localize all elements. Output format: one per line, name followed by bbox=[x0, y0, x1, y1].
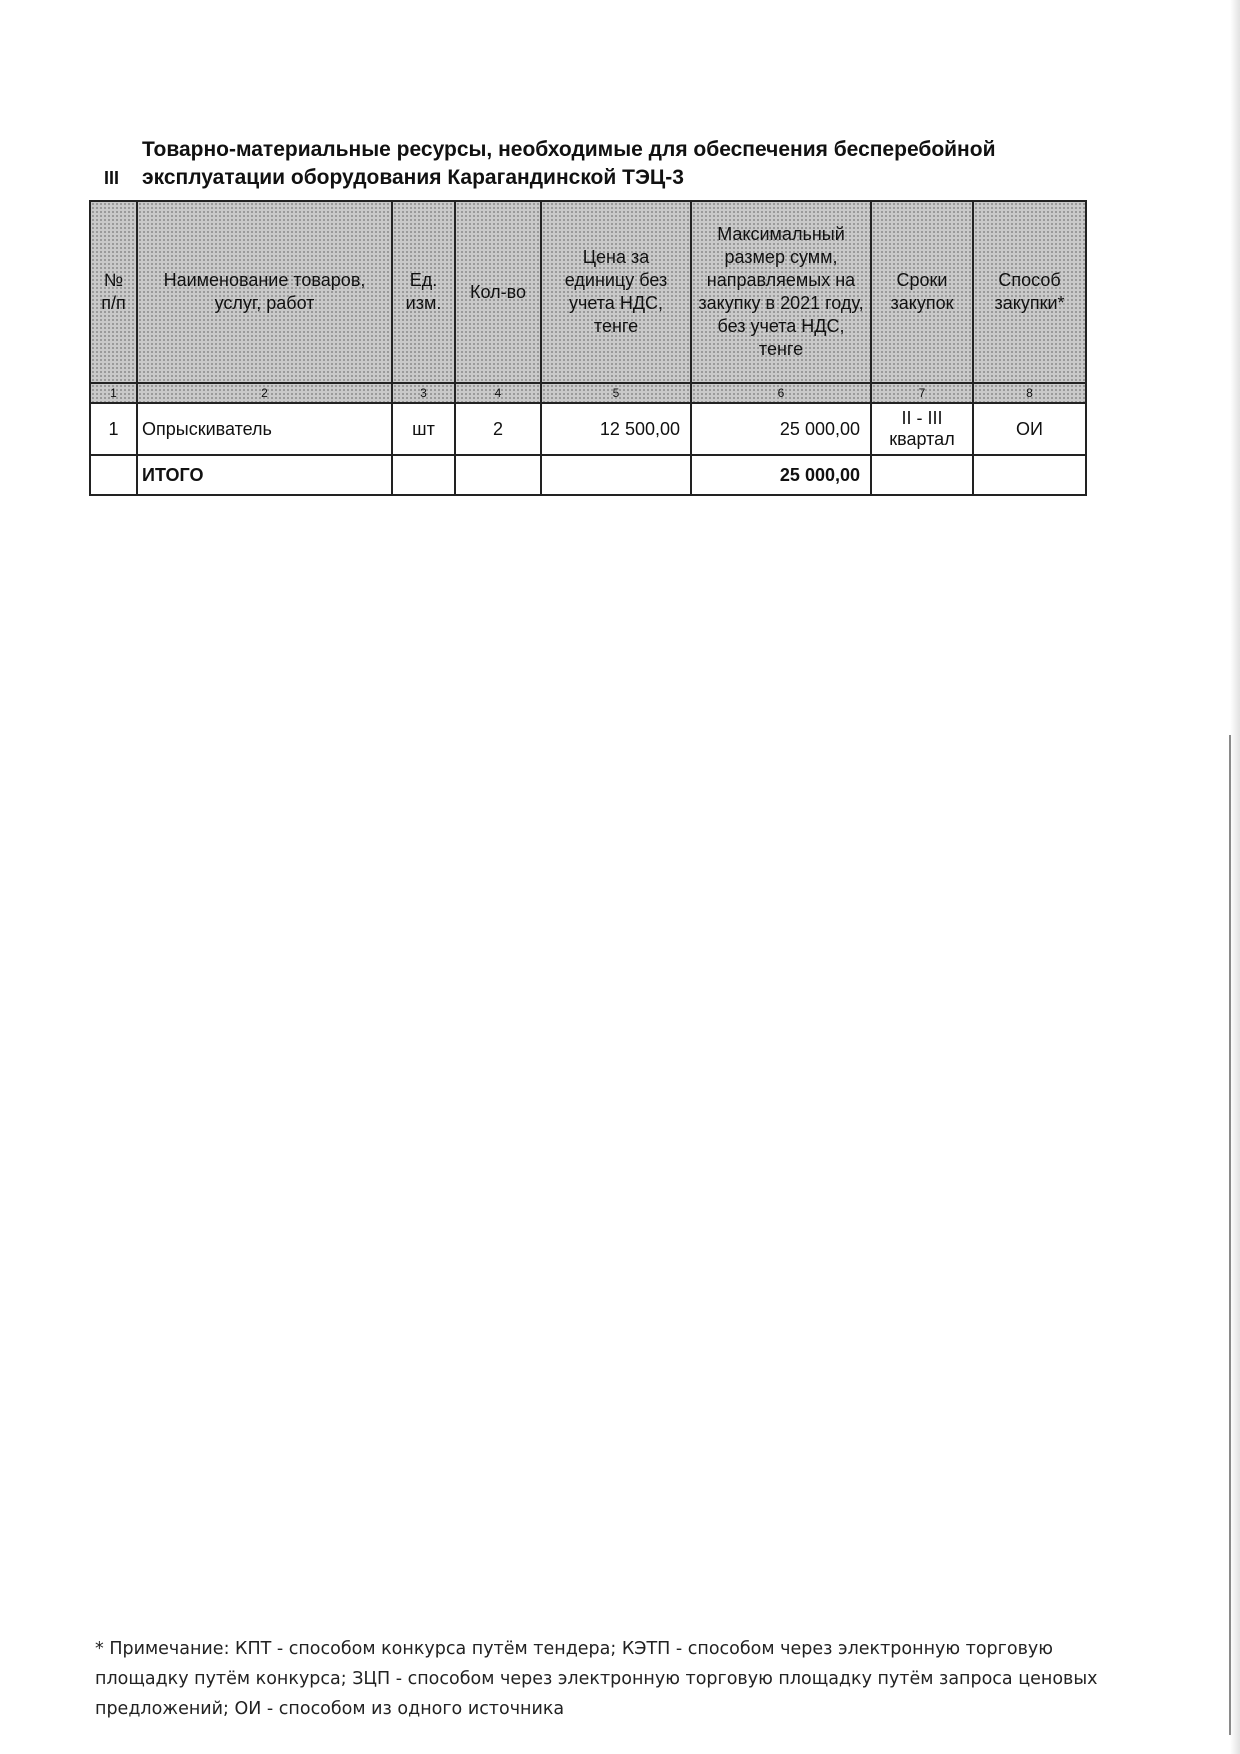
column-number: 5 bbox=[541, 383, 691, 403]
column-number-row bbox=[90, 383, 1086, 403]
column-number: 4 bbox=[455, 383, 541, 403]
column-number: 8 bbox=[973, 383, 1086, 403]
scan-edge-line bbox=[1229, 735, 1231, 1735]
row-name: Опрыскиватель bbox=[137, 403, 392, 455]
row-qty: 2 bbox=[455, 403, 541, 455]
header-cell-period: Сроки закупок bbox=[871, 201, 973, 383]
header-cell-name: Наименование товаров, услуг, работ bbox=[137, 201, 392, 383]
row-max-sum: 25 000,00 bbox=[691, 403, 871, 455]
table-row bbox=[90, 403, 1086, 455]
section-title: Товарно-материальные ресурсы, необходимые для обеспечения бесперебойной эксплуатации оборудования Карагандинской ТЭЦ-3 bbox=[142, 138, 996, 189]
column-number: 1 bbox=[90, 383, 137, 403]
total-empty-cell bbox=[541, 455, 691, 495]
row-unit: шт bbox=[392, 403, 455, 455]
total-empty-cell bbox=[973, 455, 1086, 495]
total-empty-cell bbox=[455, 455, 541, 495]
header-cell-max-sum: Максимальный размер сумм, направляемых на закупку в 2021 году, без учета НДС, тенге bbox=[691, 201, 871, 383]
header-cell-qty: Кол-во bbox=[455, 201, 541, 383]
column-number: 6 bbox=[691, 383, 871, 403]
column-number: 7 bbox=[871, 383, 973, 403]
total-row bbox=[90, 455, 1086, 495]
procurement-table bbox=[89, 200, 1087, 496]
header-cell-price: Цена за единицу без учета НДС, тенге bbox=[541, 201, 691, 383]
scan-edge-shadow bbox=[1230, 0, 1240, 1754]
column-number: 3 bbox=[392, 383, 455, 403]
total-empty-cell bbox=[90, 455, 137, 495]
header-cell-num: № п/п bbox=[90, 201, 137, 383]
header-row bbox=[90, 201, 1086, 383]
row-num: 1 bbox=[90, 403, 137, 455]
row-period: II - III квартал bbox=[871, 403, 973, 455]
row-method: ОИ bbox=[973, 403, 1086, 455]
total-label: ИТОГО bbox=[137, 455, 392, 495]
total-empty-cell bbox=[392, 455, 455, 495]
header-cell-method: Способ закупки* bbox=[973, 201, 1086, 383]
section-number: III bbox=[104, 168, 120, 188]
row-price: 12 500,00 bbox=[541, 403, 691, 455]
column-number: 2 bbox=[137, 383, 392, 403]
header-cell-unit: Ед. изм. bbox=[392, 201, 455, 383]
total-max-sum: 25 000,00 bbox=[691, 455, 871, 495]
footnote: * Примечание: КПТ - способом конкурса путём тендера; КЭТП - способом через электронную торговую площадку путём конкурса; ЗЦП - способом через электронную торговую площадку путём запроса ценовых предложений; ОИ - способом из одного источника bbox=[95, 1639, 1098, 1719]
total-empty-cell bbox=[871, 455, 973, 495]
